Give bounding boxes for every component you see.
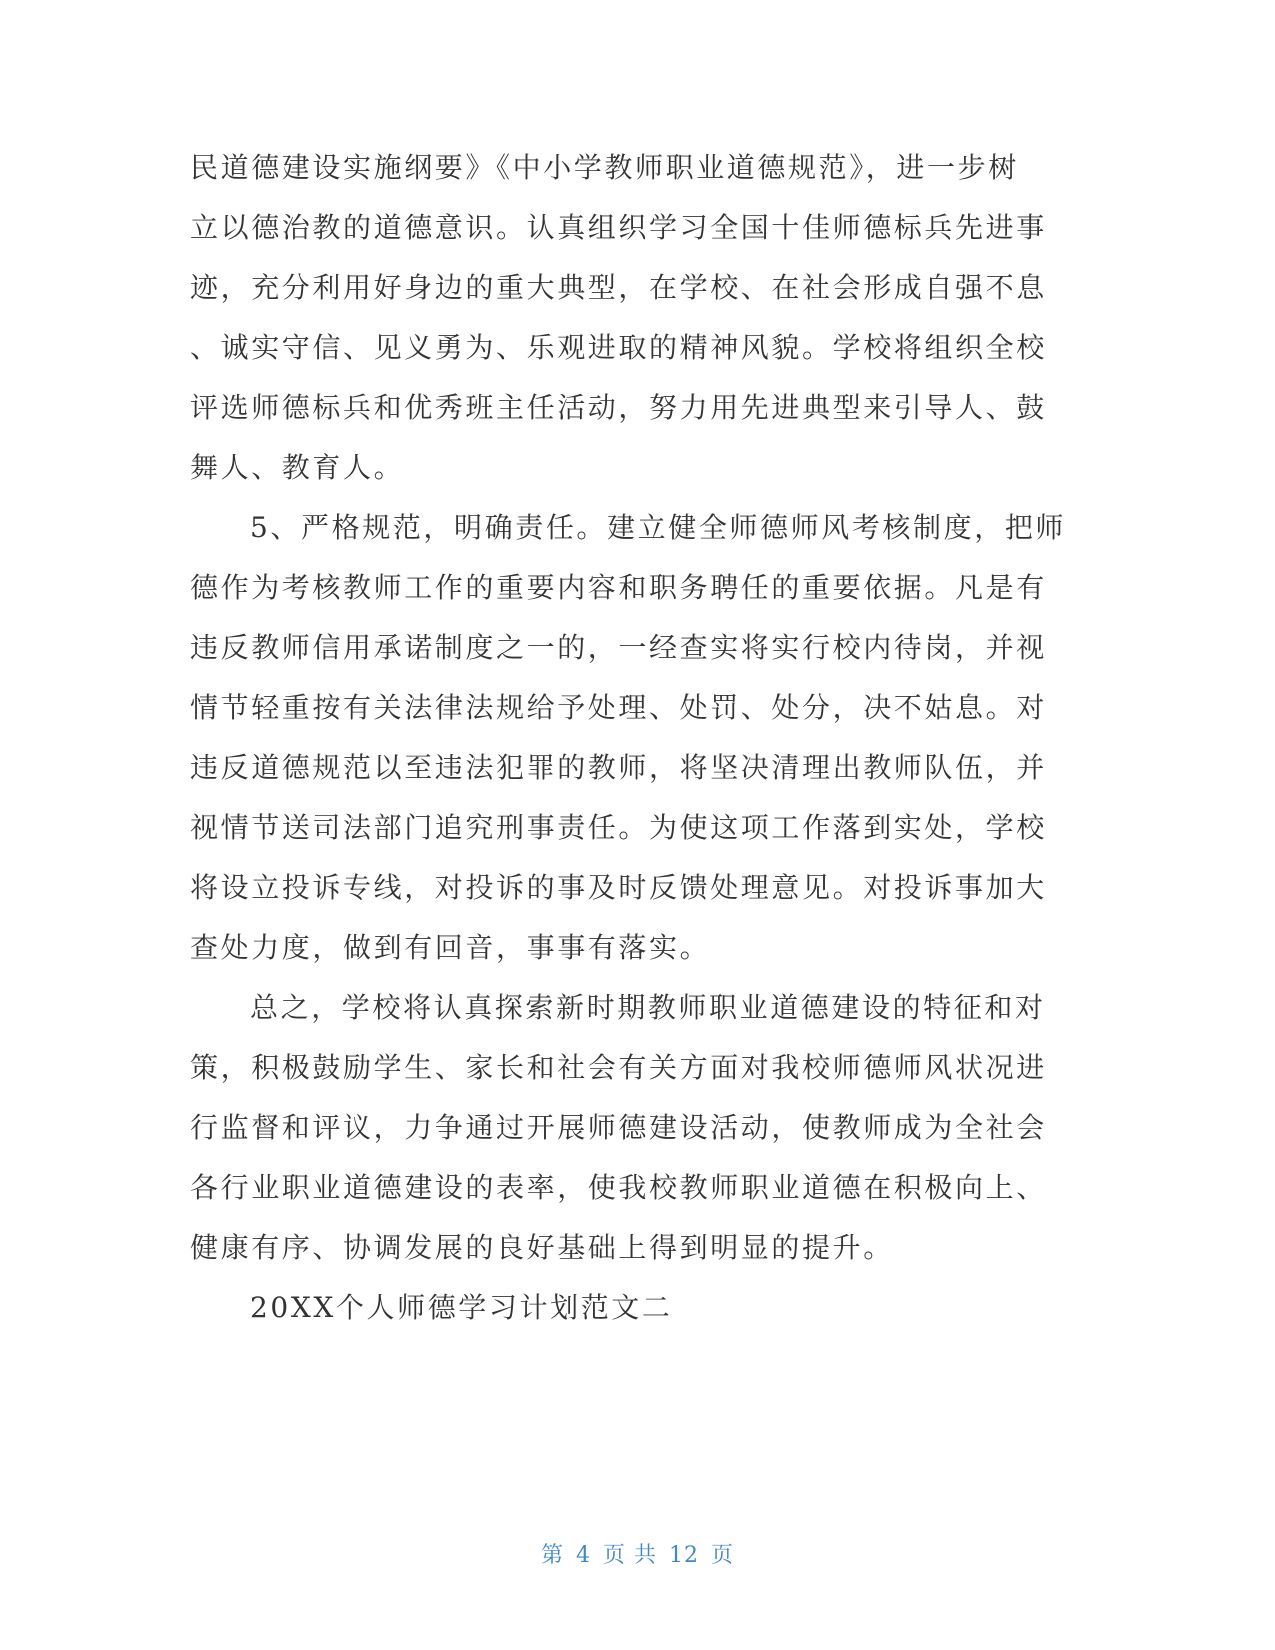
- text-line: 视情节送司法部门追究刑事责任。为使这项工作落到实处，学校: [190, 811, 1047, 844]
- text-line: 查处力度，做到有回音，事事有落实。: [190, 931, 711, 964]
- text-line: 立以德治教的道德意识。认真组织学习全国十佳师德标兵先进事: [190, 211, 1047, 244]
- text-line: 民道德建设实施纲要》《中小学教师职业道德规范》，进一步树: [190, 151, 1019, 184]
- text-line: 德作为考核教师工作的重要内容和职务聘任的重要依据。凡是有: [190, 571, 1047, 604]
- text-line: 策，积极鼓励学生、家长和社会有关方面对我校师德师风状况进: [190, 1051, 1047, 1084]
- text-line: 违反教师信用承诺制度之一的，一经查实将实行校内待岗，并视: [190, 631, 1047, 664]
- text-line: 违反道德规范以至违法犯罪的教师，将坚决清理出教师队伍，并: [190, 751, 1047, 784]
- footer-prefix: 第: [540, 1543, 564, 1568]
- section-heading: 20XX个人师德学习计划范文二: [250, 1291, 673, 1324]
- footer-suffix: 页: [711, 1543, 735, 1568]
- text-line: 评选师德标兵和优秀班主任活动，努力用先进典型来引导人、鼓: [190, 391, 1047, 424]
- total-pages-number: 12: [669, 1543, 699, 1568]
- text-line: 各行业职业道德建设的表率，使我校教师职业道德在积极向上、: [190, 1171, 1047, 1204]
- text-line: 行监督和评议，力争通过开展师德建设活动，使教师成为全社会: [190, 1111, 1047, 1144]
- current-page-number: 4: [576, 1543, 591, 1568]
- text-line: 迹，充分利用好身边的重大典型，在学校、在社会形成自强不息: [190, 271, 1047, 304]
- footer-mid: 页 共: [603, 1543, 657, 1568]
- page-footer: [0, 1538, 1275, 1569]
- paragraph-start-line: 5、严格规范，明确责任。建立健全师德师风考核制度，把师: [250, 511, 1067, 544]
- paragraph-start-line: 总之，学校将认真探索新时期教师职业道德建设的特征和对: [250, 991, 1046, 1024]
- text-line: 情节轻重按有关法律法规给予处理、处罚、处分，决不姑息。对: [190, 691, 1047, 724]
- body-text: [190, 138, 1080, 1338]
- text-line: 舞人、教育人。: [190, 451, 405, 484]
- text-line: 将设立投诉专线，对投诉的事及时反馈处理意见。对投诉事加大: [190, 871, 1047, 904]
- text-line: 、诚实守信、见义勇为、乐观进取的精神风貌。学校将组织全校: [190, 331, 1047, 364]
- text-line: 健康有序、协调发展的良好基础上得到明显的提升。: [190, 1231, 894, 1264]
